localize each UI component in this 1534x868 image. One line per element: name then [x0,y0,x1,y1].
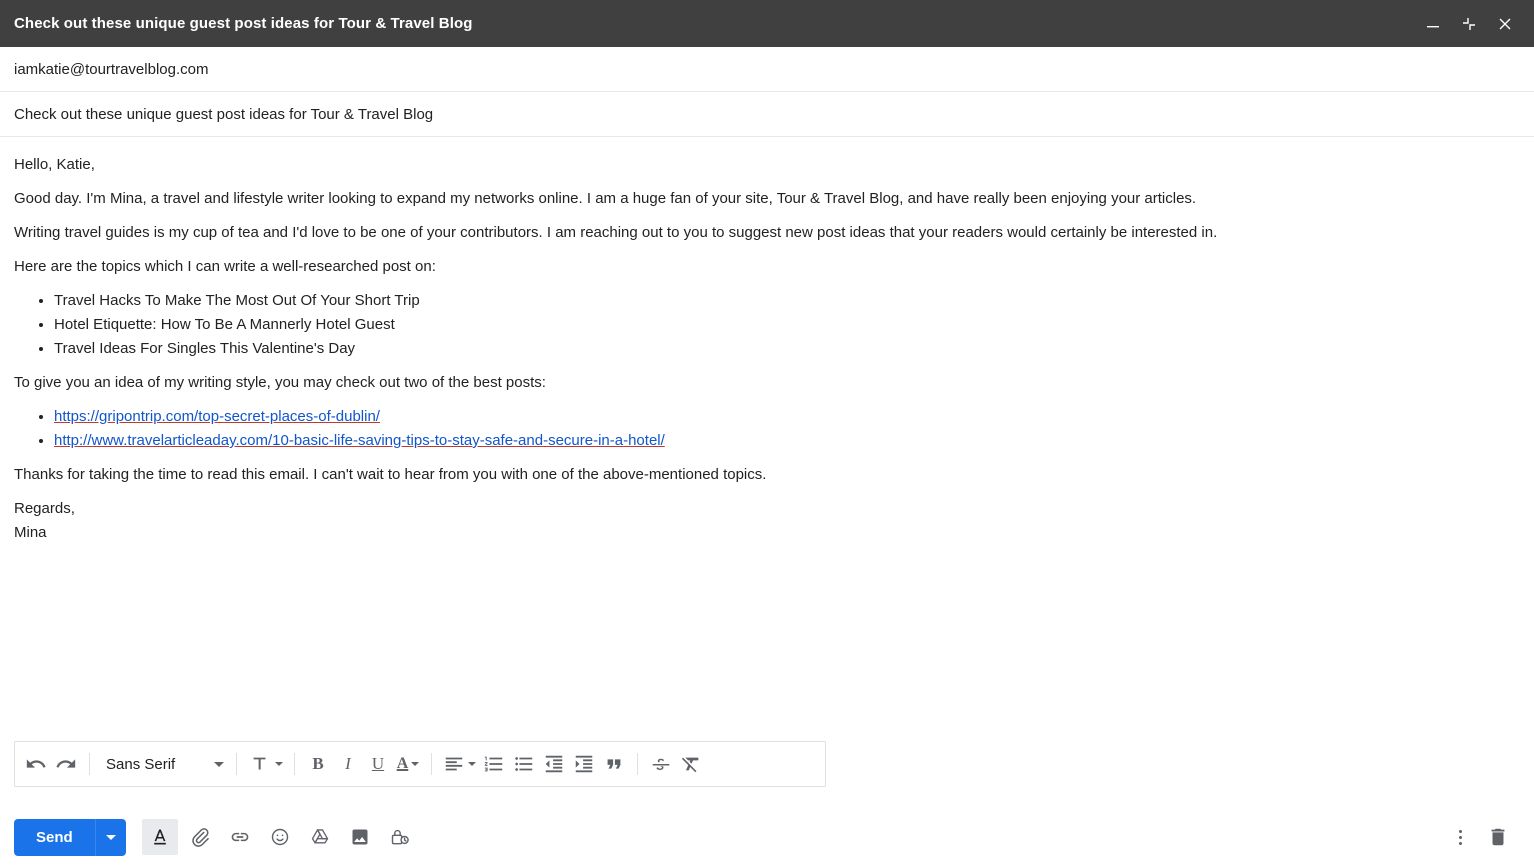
underline-button[interactable] [363,748,393,780]
italic-button[interactable] [333,748,363,780]
recipient-field[interactable] [0,47,1534,92]
body-paragraph-3: Here are the topics which I can write a well-researched post on: [14,258,436,275]
undo-icon[interactable] [21,748,51,780]
sample-post-link-2[interactable]: http://www.travelarticleaday.com/10-basic-life-saving-tips-to-stay-safe-and-secure-in-a-hotel/ [54,432,665,449]
numbered-list-icon[interactable] [479,748,509,780]
trash-icon[interactable] [1480,819,1516,855]
body-greeting: Hello, Katie, [14,156,95,173]
body-paragraph-2: Writing travel guides is my cup of tea and I'd love to be one of your contributors. I am reaching out to you to suggest new post ideas that your readers would certainly be interested in. [14,224,1218,241]
send-options-button[interactable] [95,819,126,856]
link-icon[interactable] [222,819,258,855]
toolbar-divider [294,753,295,775]
remove-formatting-icon[interactable] [676,748,706,780]
formatting-toolbar [14,741,826,787]
text-color-button[interactable] [393,748,423,780]
compose-action-bar [0,806,1534,868]
photo-icon[interactable] [342,819,378,855]
list-item: • Travel Hacks To Make The Most Out Of Your Short Trip [54,289,1520,313]
paperclip-icon[interactable] [182,819,218,855]
subject-field[interactable] [0,92,1534,137]
subject-value: Check out these unique guest post ideas for Tour & Travel Blog [14,105,434,123]
toolbar-divider [89,753,90,775]
compose-title-bar [0,0,1534,47]
list-item [54,429,1520,453]
lock-clock-icon[interactable] [382,819,418,855]
chevron-down-icon [411,762,419,766]
more-options-icon[interactable] [1448,825,1472,849]
exit-full-screen-icon[interactable] [1460,15,1478,33]
toolbar-divider [236,753,237,775]
drive-icon[interactable] [302,819,338,855]
close-icon[interactable] [1496,15,1514,33]
send-group [14,819,126,856]
minimize-icon[interactable] [1424,15,1442,33]
redo-icon[interactable] [51,748,81,780]
bulleted-list-icon[interactable] [509,748,539,780]
underline-label: U [371,754,385,773]
align-icon[interactable] [440,748,479,780]
window-controls [1424,15,1520,33]
message-body[interactable] [0,137,1534,710]
indent-less-icon[interactable] [539,748,569,780]
chevron-down-icon [214,762,224,767]
font-family-select[interactable] [98,748,228,780]
formatting-options-icon[interactable] [142,819,178,855]
italic-label: I [345,754,351,773]
toolbar-divider [637,753,638,775]
quote-icon[interactable] [599,748,629,780]
body-paragraph-5: Thanks for taking the time to read this email. I can't wait to hear from you with one of the above-mentioned topics. [14,466,767,483]
sample-post-link-list [14,405,1520,453]
topic-list [14,289,1520,361]
chevron-down-icon [106,835,116,840]
action-bar-right [1448,819,1520,855]
text-color-label: A [396,755,409,772]
body-paragraph-1: Good day. I'm Mina, a travel and lifestyle writer looking to expand my networks online. I am a huge fan of your site, Tour & Travel Blog, and have really been enjoying your articles. [14,190,1197,207]
list-item [54,405,1520,429]
body-signature: Mina [14,524,47,541]
chevron-down-icon [275,762,283,766]
bold-label: B [312,754,324,773]
sample-post-link-1[interactable]: https://gripontrip.com/top-secret-places-of-dublin/ [54,408,380,425]
compose-window-title: Check out these unique guest post ideas for Tour & Travel Blog [14,15,473,32]
send-button[interactable]: Send [14,819,95,856]
body-signoff: Regards, [14,500,75,517]
toolbar-divider [431,753,432,775]
indent-more-icon[interactable] [569,748,599,780]
recipient-value: iamkatie@tourtravelblog.com [14,60,209,78]
font-family-value: Sans Serif [106,755,176,773]
emoji-icon[interactable] [262,819,298,855]
bold-button[interactable] [303,748,333,780]
body-paragraph-4: To give you an idea of my writing style, you may check out two of the best posts: [14,374,546,391]
list-item: • Hotel Etiquette: How To Be A Mannerly Hotel Guest [54,313,1520,337]
chevron-down-icon [468,762,476,766]
font-size-icon[interactable] [245,748,286,780]
strikethrough-icon[interactable] [646,748,676,780]
list-item: • Travel Ideas For Singles This Valentine's Day [54,337,1520,361]
